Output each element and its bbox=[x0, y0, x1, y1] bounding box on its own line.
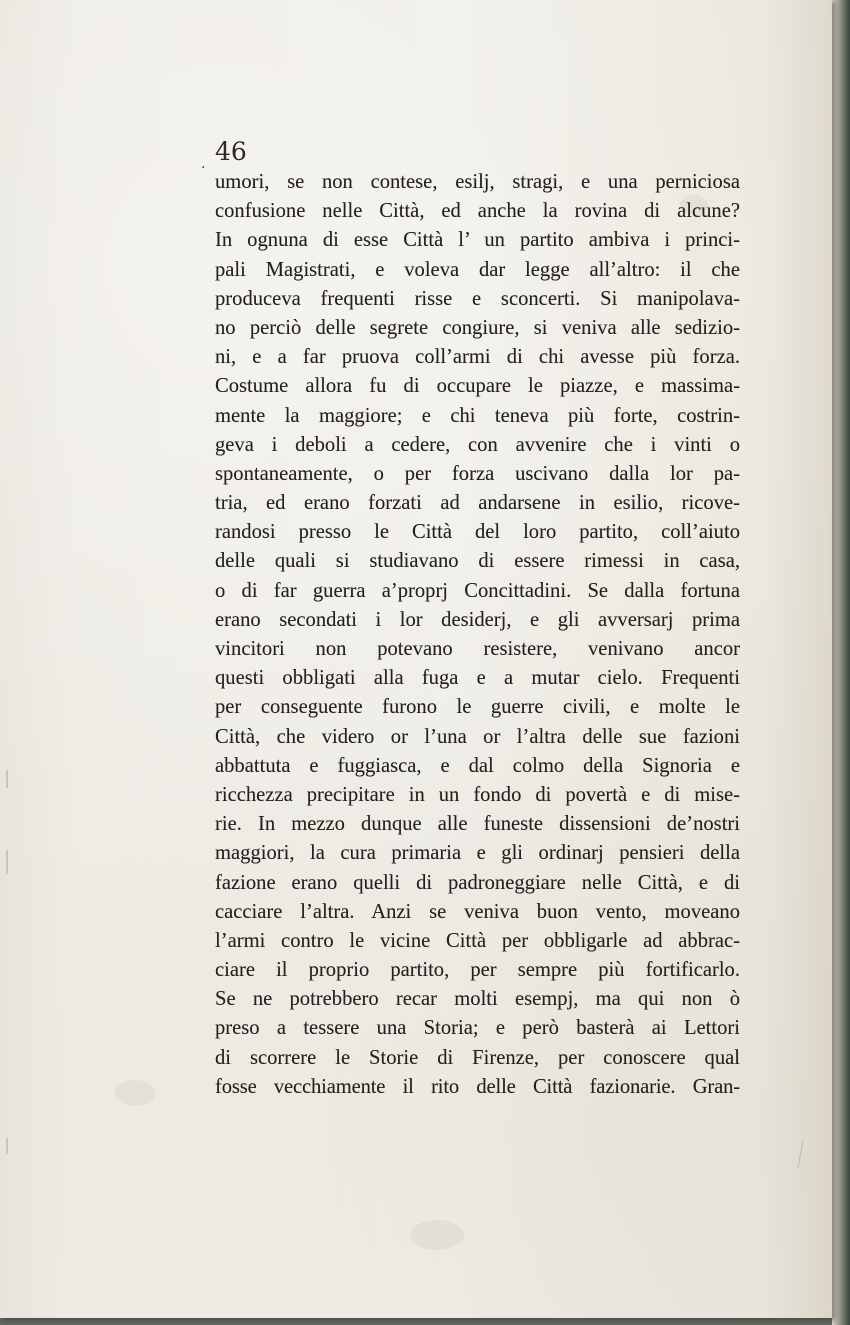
page-number: 46 bbox=[215, 137, 247, 166]
text-line: spontaneamente, o per forza uscivano dalla lor pa- bbox=[215, 462, 740, 485]
paper-scratch bbox=[798, 1140, 804, 1168]
text-line: mente la maggiore; e chi teneva più forte, costrin- bbox=[215, 404, 740, 427]
text-line: confusione nelle Città, ed anche la rovina di alcune? bbox=[215, 200, 740, 223]
text-line: tria, ed erano forzati ad andarsene in esilio, ricove- bbox=[215, 492, 740, 515]
text-line: questi obbligati alla fuga e a mutar cielo. Frequenti bbox=[215, 667, 740, 690]
text-line: Costume allora fu di occupare le piazze, e massima- bbox=[215, 375, 740, 398]
print-dot: . bbox=[201, 156, 206, 172]
text-line: ricchezza precipitare in un fondo di povertà e di mise- bbox=[215, 783, 740, 806]
text-line: delle quali si studiavano di essere rimessi in casa, bbox=[215, 550, 740, 573]
text-line: no perciò delle segrete congiure, si veniva alle sedizio- bbox=[215, 316, 740, 339]
text-line: ciare il proprio partito, per sempre più fortificarlo. bbox=[215, 959, 740, 982]
text-line: vincitori non potevano resistere, venivano ancor bbox=[215, 638, 740, 660]
text-line: randosi presso le Città del loro partito, coll’aiuto bbox=[215, 521, 740, 544]
text-line: ni, e a far pruova coll’armi di chi avesse più forza. bbox=[215, 346, 740, 369]
text-line: geva i deboli a cedere, con avvenire che i vinti o bbox=[215, 433, 740, 456]
text-line: pali Magistrati, e voleva dar legge all’altro: il che bbox=[215, 258, 740, 281]
text-line: cacciare l’altra. Anzi se veniva buon vento, moveano bbox=[215, 900, 740, 923]
text-line: di scorrere le Storie di Firenze, per conoscere qual bbox=[215, 1046, 740, 1069]
text-line: In ognuna di esse Città l’ un partito ambiva i princi- bbox=[215, 229, 740, 252]
text-line: l’armi contro le vicine Città per obbligarle ad abbrac- bbox=[215, 929, 740, 952]
text-line: per conseguente furono le guerre civili, e molte le bbox=[215, 696, 740, 719]
text-line: fosse vecchiamente il rito delle Città fazionarie. Gran- bbox=[215, 1075, 740, 1098]
text-line: produceva frequenti risse e sconcerti. Si manipolava- bbox=[215, 287, 740, 310]
text-line: rie. In mezzo dunque alle funeste dissensioni de’nostri bbox=[215, 813, 740, 836]
text-line: preso a tessere una Storia; e però basterà ai Lettori bbox=[215, 1017, 740, 1040]
text-line: umori, se non contese, esilj, stragi, e una perniciosa bbox=[215, 171, 740, 193]
body-text bbox=[215, 168, 740, 1102]
page-edge-mark bbox=[6, 770, 8, 788]
text-line: Città, che videro or l’una or l’altra delle sue fazioni bbox=[215, 725, 740, 748]
text-line: erano secondati i lor desiderj, e gli avversarj prima bbox=[215, 608, 740, 631]
page-edge-mark bbox=[6, 1138, 8, 1154]
text-line: abbattuta e fuggiasca, e dal colmo della Signoria e bbox=[215, 754, 740, 777]
paper-stain bbox=[410, 1220, 464, 1250]
text-line: maggiori, la cura primaria e gli ordinarj pensieri della bbox=[215, 842, 740, 865]
text-line: fazione erano quelli di padroneggiare nelle Città, e di bbox=[215, 871, 740, 894]
page-edge-mark bbox=[6, 850, 8, 874]
paper-stain bbox=[115, 1080, 155, 1106]
text-line: Se ne potrebbero recar molti esempj, ma qui non ò bbox=[215, 988, 740, 1011]
text-line: o di far guerra a’proprj Concittadini. Se dalla fortuna bbox=[215, 579, 740, 602]
book-binding-edge bbox=[832, 0, 850, 1325]
